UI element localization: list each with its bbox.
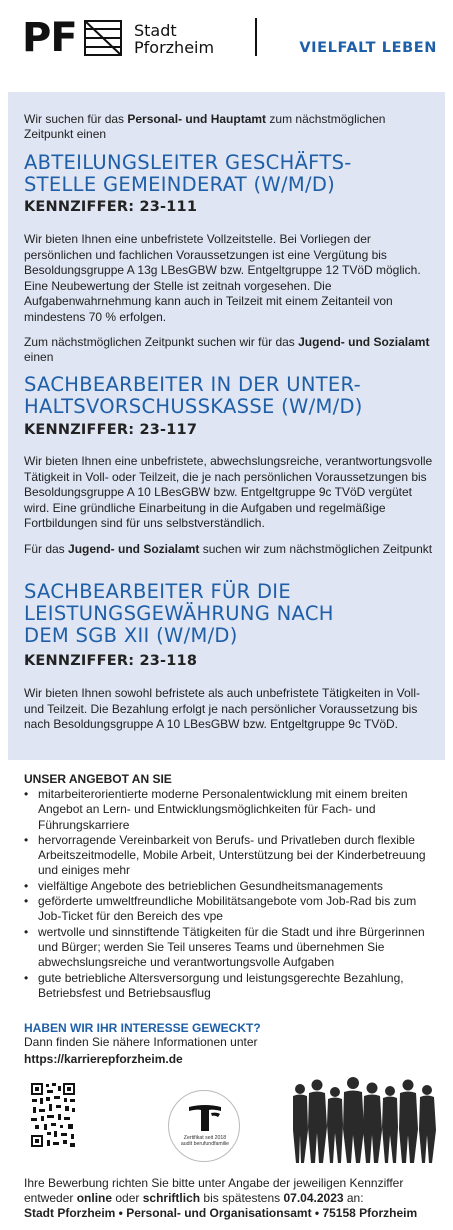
slogan: VIELFALT LEBEN bbox=[299, 40, 437, 56]
postal-address: Stadt Pforzheim • Personal- und Organisationsamt • 75158 Pforzheim bbox=[24, 1206, 418, 1220]
job2-title-line2: HALTSVORSCHUSSKASSE (W/M/D) bbox=[24, 395, 363, 418]
offer-item: • hervorragende Vereinbarkeit von Berufs- und Privatleben durch flexible Arbeitszeitmodelle, Mobile Arbeit, Unterstützung bei der Kinderbetreuung und einiges mehr bbox=[24, 833, 436, 879]
qr-code-icon[interactable] bbox=[30, 1082, 76, 1148]
job3-title-line3: DEM SGB XII (W/M/D) bbox=[24, 624, 238, 647]
offer-item: • gute betriebliche Altersversorgung und leistungsgerechte Bezahlung, Betriebsfest und Betriebsausflug bbox=[24, 971, 436, 1002]
header bbox=[0, 0, 453, 90]
job3-intro-text: Für das bbox=[24, 542, 69, 556]
city-name-line1: Stadt bbox=[134, 21, 177, 40]
offer-heading: UNSER ANGEBOT AN SIE bbox=[24, 772, 172, 786]
job1-intro bbox=[24, 112, 436, 142]
job3-intro bbox=[24, 542, 436, 557]
job1-intro-text: Wir suchen für das bbox=[24, 112, 128, 126]
job1-department: Personal- und Hauptamt bbox=[127, 112, 267, 126]
interest-text: Dann finden Sie nähere Informationen unter bbox=[24, 1035, 258, 1049]
offer-item: • geförderte umweltfreundliche Mobilitätsangebote vom Job-Rad bis zum Job-Ticket für den Bereich des vpe bbox=[24, 894, 436, 925]
job1-title bbox=[24, 152, 436, 196]
application-text-part2: oder bbox=[112, 1191, 143, 1205]
application-online: online bbox=[76, 1191, 113, 1205]
city-name bbox=[134, 22, 214, 56]
certificate-line1: Zertifikat seit 2018 bbox=[183, 1135, 227, 1141]
application-text-part1: Ihre Bewerbung richten Sie bitte unter Angabe der jeweiligen Kennziffer entweder bbox=[24, 1176, 404, 1205]
application-written: schriftlich bbox=[142, 1191, 201, 1205]
interest-heading: HABEN WIR IHR INTERESSE GEWECKT? bbox=[24, 1021, 261, 1035]
job2-title bbox=[24, 374, 436, 418]
audit-certificate-seal bbox=[168, 1090, 240, 1162]
city-logo-icon bbox=[84, 20, 122, 56]
offer-item: • wertvolle und sinnstiftende Tätigkeiten für die Stadt und ihre Bürgerinnen und Bürger; werden Sie Teil unseres Teams und übernehmen Sie abwechslungsreiche und verantwortungsvolle Aufgaben bbox=[24, 925, 436, 971]
application-text bbox=[24, 1176, 440, 1206]
offer-list bbox=[24, 787, 436, 1001]
job1-title-line2: STELLE GEMEINDERAT (W/M/D) bbox=[24, 173, 336, 196]
business-people-silhouettes bbox=[290, 1075, 440, 1165]
job3-body: Wir bieten Ihnen sowohl befristete als auch unbefristete Tätigkeiten in Voll- und Teilzeit. Die Bezahlung erfolgt je nach persönlicher Voraussetzung bis nach Besoldungsgruppe A 10 LBesGBW bzw. Entgeltgruppe 9c TVöD. bbox=[24, 686, 420, 731]
job2-intro bbox=[24, 335, 436, 365]
job3-department: Jugend- und Sozialamt bbox=[68, 542, 200, 556]
application-text-part3: bis spätestens bbox=[200, 1191, 284, 1205]
job1-title-line1: ABTEILUNGSLEITER GESCHÄFTS- bbox=[24, 151, 352, 174]
offer-item: • vielfältige Angebote des betrieblichen Gesundheitsmanagements bbox=[24, 879, 436, 894]
job2-body: Wir bieten Ihnen eine unbefristete, abwechslungsreiche, verantwortungsvolle Tätigkeit in Voll- oder Teilzeit, die je nach persönlichen Voraussetzungen bis Besoldungsgruppe A 10 LBesGBW bzw. Entgeltgruppe 9c TVöD vergütet wird. Eine gründliche Einarbeitung in die Aufgaben und regelmäßige Fortbildungen sind für uns selbstverständlich. bbox=[24, 454, 433, 530]
job3-code: KENNZIFFER: 23-118 bbox=[24, 653, 198, 669]
job1-intro-suffix: zum nächstmöglichen Zeitpunkt einen bbox=[24, 112, 386, 141]
application-deadline: 07.04.2023 bbox=[283, 1191, 344, 1205]
job2-intro-suffix: einen bbox=[24, 350, 54, 364]
offer-item: • mitarbeiterorientierte moderne Personalentwicklung mit einem breiten Angebot an Lern- und Entwicklungsmöglichkeiten für Fach- und Führungskarriere bbox=[24, 787, 436, 833]
certificate-text bbox=[169, 1135, 241, 1147]
job2-code: KENNZIFFER: 23-117 bbox=[24, 422, 198, 438]
job3-title-line2: LEISTUNGSGEWÄHRUNG NACH bbox=[24, 602, 334, 625]
job3-title bbox=[24, 581, 436, 647]
city-name-line2: Pforzheim bbox=[134, 38, 215, 57]
interest-section bbox=[24, 1021, 436, 1068]
job2-intro-text: Zum nächstmöglichen Zeitpunkt suchen wir für das bbox=[24, 335, 299, 349]
application-instructions bbox=[24, 1176, 440, 1221]
certificate-line2: audit berufundfamilie bbox=[180, 1141, 230, 1147]
job3-intro-suffix: suchen wir zum nächstmöglichen Zeitpunkt bbox=[199, 542, 433, 556]
job1-code: KENNZIFFER: 23-111 bbox=[24, 199, 198, 215]
job1-body: Wir bieten Ihnen eine unbefristete Vollzeitstelle. Bei Vorliegen der persönlichen und fachlichen Voraussetzungen ist eine Vergütung bis Besoldungsgruppe A 13g LBesGBW bzw. Entgeltgruppe 12 TVöD möglich. Eine Neubewertung der Stelle ist zeitnah vorgesehen. Die Aufgabenwahrnehmung kann auch in Teilzeit mit einem Zeitanteil von mindestens 70 % erfolgen. bbox=[24, 232, 421, 324]
certificate-logo-icon bbox=[187, 1103, 223, 1133]
header-divider bbox=[255, 18, 257, 56]
career-site-link[interactable]: https://karrierepforzheim.de bbox=[24, 1052, 183, 1066]
job3-title-line1: SACHBEARBEITER FÜR DIE bbox=[24, 580, 291, 603]
application-text-part4: an: bbox=[343, 1191, 364, 1205]
job2-title-line1: SACHBEARBEITER IN DER UNTER- bbox=[24, 373, 361, 396]
job2-department: Jugend- und Sozialamt bbox=[298, 335, 430, 349]
logo-letters: PF bbox=[22, 15, 77, 61]
